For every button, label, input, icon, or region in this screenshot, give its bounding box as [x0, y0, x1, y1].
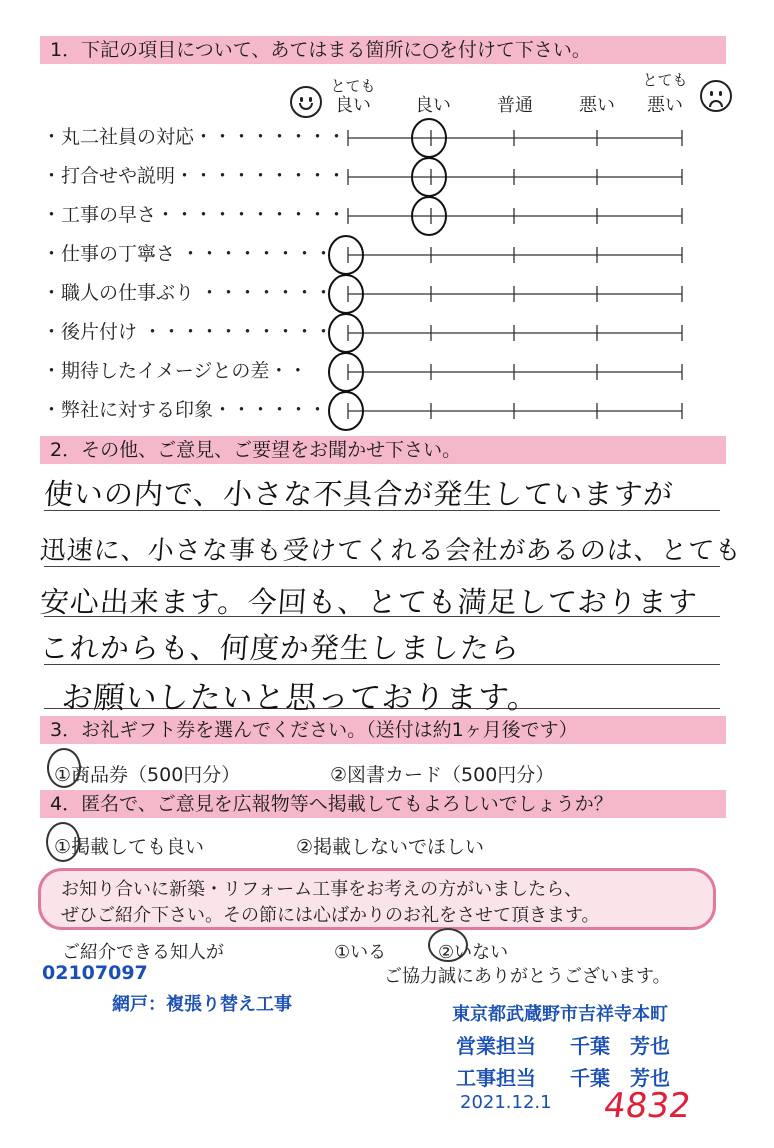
rating-item-label: ・職人の仕事ぶり ・・・・・・・ — [42, 282, 334, 304]
comment-line-1: 使いの内で、小さな不具合が発生していますが — [42, 477, 675, 511]
rating-item-label: ・期待したイメージとの差・・ — [42, 360, 308, 382]
scale-bad: 悪い — [579, 95, 615, 116]
rating-item-label: ・打合せや説明・・・・・・・・・ — [42, 165, 347, 187]
referral-notice-line-2: ぜひご紹介下さい。その節には心ばかりのお礼をさせて頂きます。 — [61, 905, 600, 926]
scale-normal: 普通 — [497, 95, 533, 116]
company-address: 東京都武蔵野市吉祥寺本町 — [452, 1004, 668, 1025]
referral-notice-line-1: お知り合いに新築・リフォーム工事をお考えの方がいましたら、 — [61, 879, 583, 900]
date: 2021.12.1 — [460, 1092, 552, 1113]
rating-item-label: ・仕事の丁寧さ ・・・・・・・・ — [42, 243, 334, 265]
comment-line-4: これからも、何度か発生しましたら — [38, 631, 522, 665]
scale-very-good: 良い — [335, 95, 371, 116]
sales-rep-name: 千葉 芳也 — [570, 1034, 670, 1058]
customer-id: 02107097 — [42, 962, 148, 984]
scale-very-bad-top: とても — [642, 71, 688, 89]
rating-item-label: ・弊社に対する印象・・・・・・ — [42, 399, 328, 421]
scale-very-bad: 悪い — [647, 95, 683, 116]
publish-option-1[interactable]: ①掲載しても良い — [54, 836, 205, 858]
comment-line-5: お願いしたいと思っております。 — [60, 680, 541, 716]
section-1-header: 1．下記の項目について、あてはまる箇所に○を付けて下さい。 — [40, 36, 726, 64]
construction-rep-role: 工事担当 — [456, 1066, 536, 1090]
construction-rep-name: 千葉 芳也 — [570, 1066, 670, 1090]
rating-item-label: ・後片付け ・・・・・・・・・・ — [42, 321, 334, 343]
referral-label: ご紹介できる知人が — [62, 942, 224, 963]
referral-notice-box — [38, 868, 716, 930]
referral-option-yes[interactable]: ①いる — [334, 942, 387, 963]
handwritten-number: 4832 — [601, 1086, 694, 1126]
selected-circle — [428, 928, 468, 962]
comment-line-3: 安心出来ます。今回も、とても満足しております — [38, 585, 699, 619]
scale-good: 良い — [415, 95, 451, 116]
selected-circle — [46, 822, 80, 862]
scale-very-good-top: とても — [330, 77, 376, 95]
gift-option-1[interactable]: ①商品券（500円分） — [54, 764, 241, 786]
work-description: 網戸：複張り替え工事 — [112, 994, 292, 1015]
rating-item-label: ・丸二社員の対応・・・・・・・・ — [42, 126, 347, 148]
section-2-header: 2．その他、ご意見、ご要望をお聞かせ下さい。 — [40, 436, 726, 464]
section-4-header: 4．匿名で、ご意見を広報物等へ掲載してもよろしいでしょうか？ — [40, 790, 726, 818]
section-3-header: 3．お礼ギフト券を選んでください。（送付は約1ヶ月後です） — [40, 716, 726, 744]
rating-item-label: ・工事の早さ・・・・・・・・・・ — [42, 204, 347, 226]
publish-option-2[interactable]: ②掲載しないでほしい — [296, 836, 485, 858]
gift-option-2[interactable]: ②図書カード（500円分） — [330, 764, 555, 786]
selected-circle — [47, 748, 81, 788]
comment-line-2: 迅速に、小さな事も受けてくれる会社があるのは、とても — [38, 536, 743, 566]
thanks-message: ご協力誠にありがとうございます。 — [384, 966, 671, 987]
sales-rep-role: 営業担当 — [456, 1034, 536, 1058]
referral-option-no[interactable]: ②いない — [438, 942, 509, 963]
